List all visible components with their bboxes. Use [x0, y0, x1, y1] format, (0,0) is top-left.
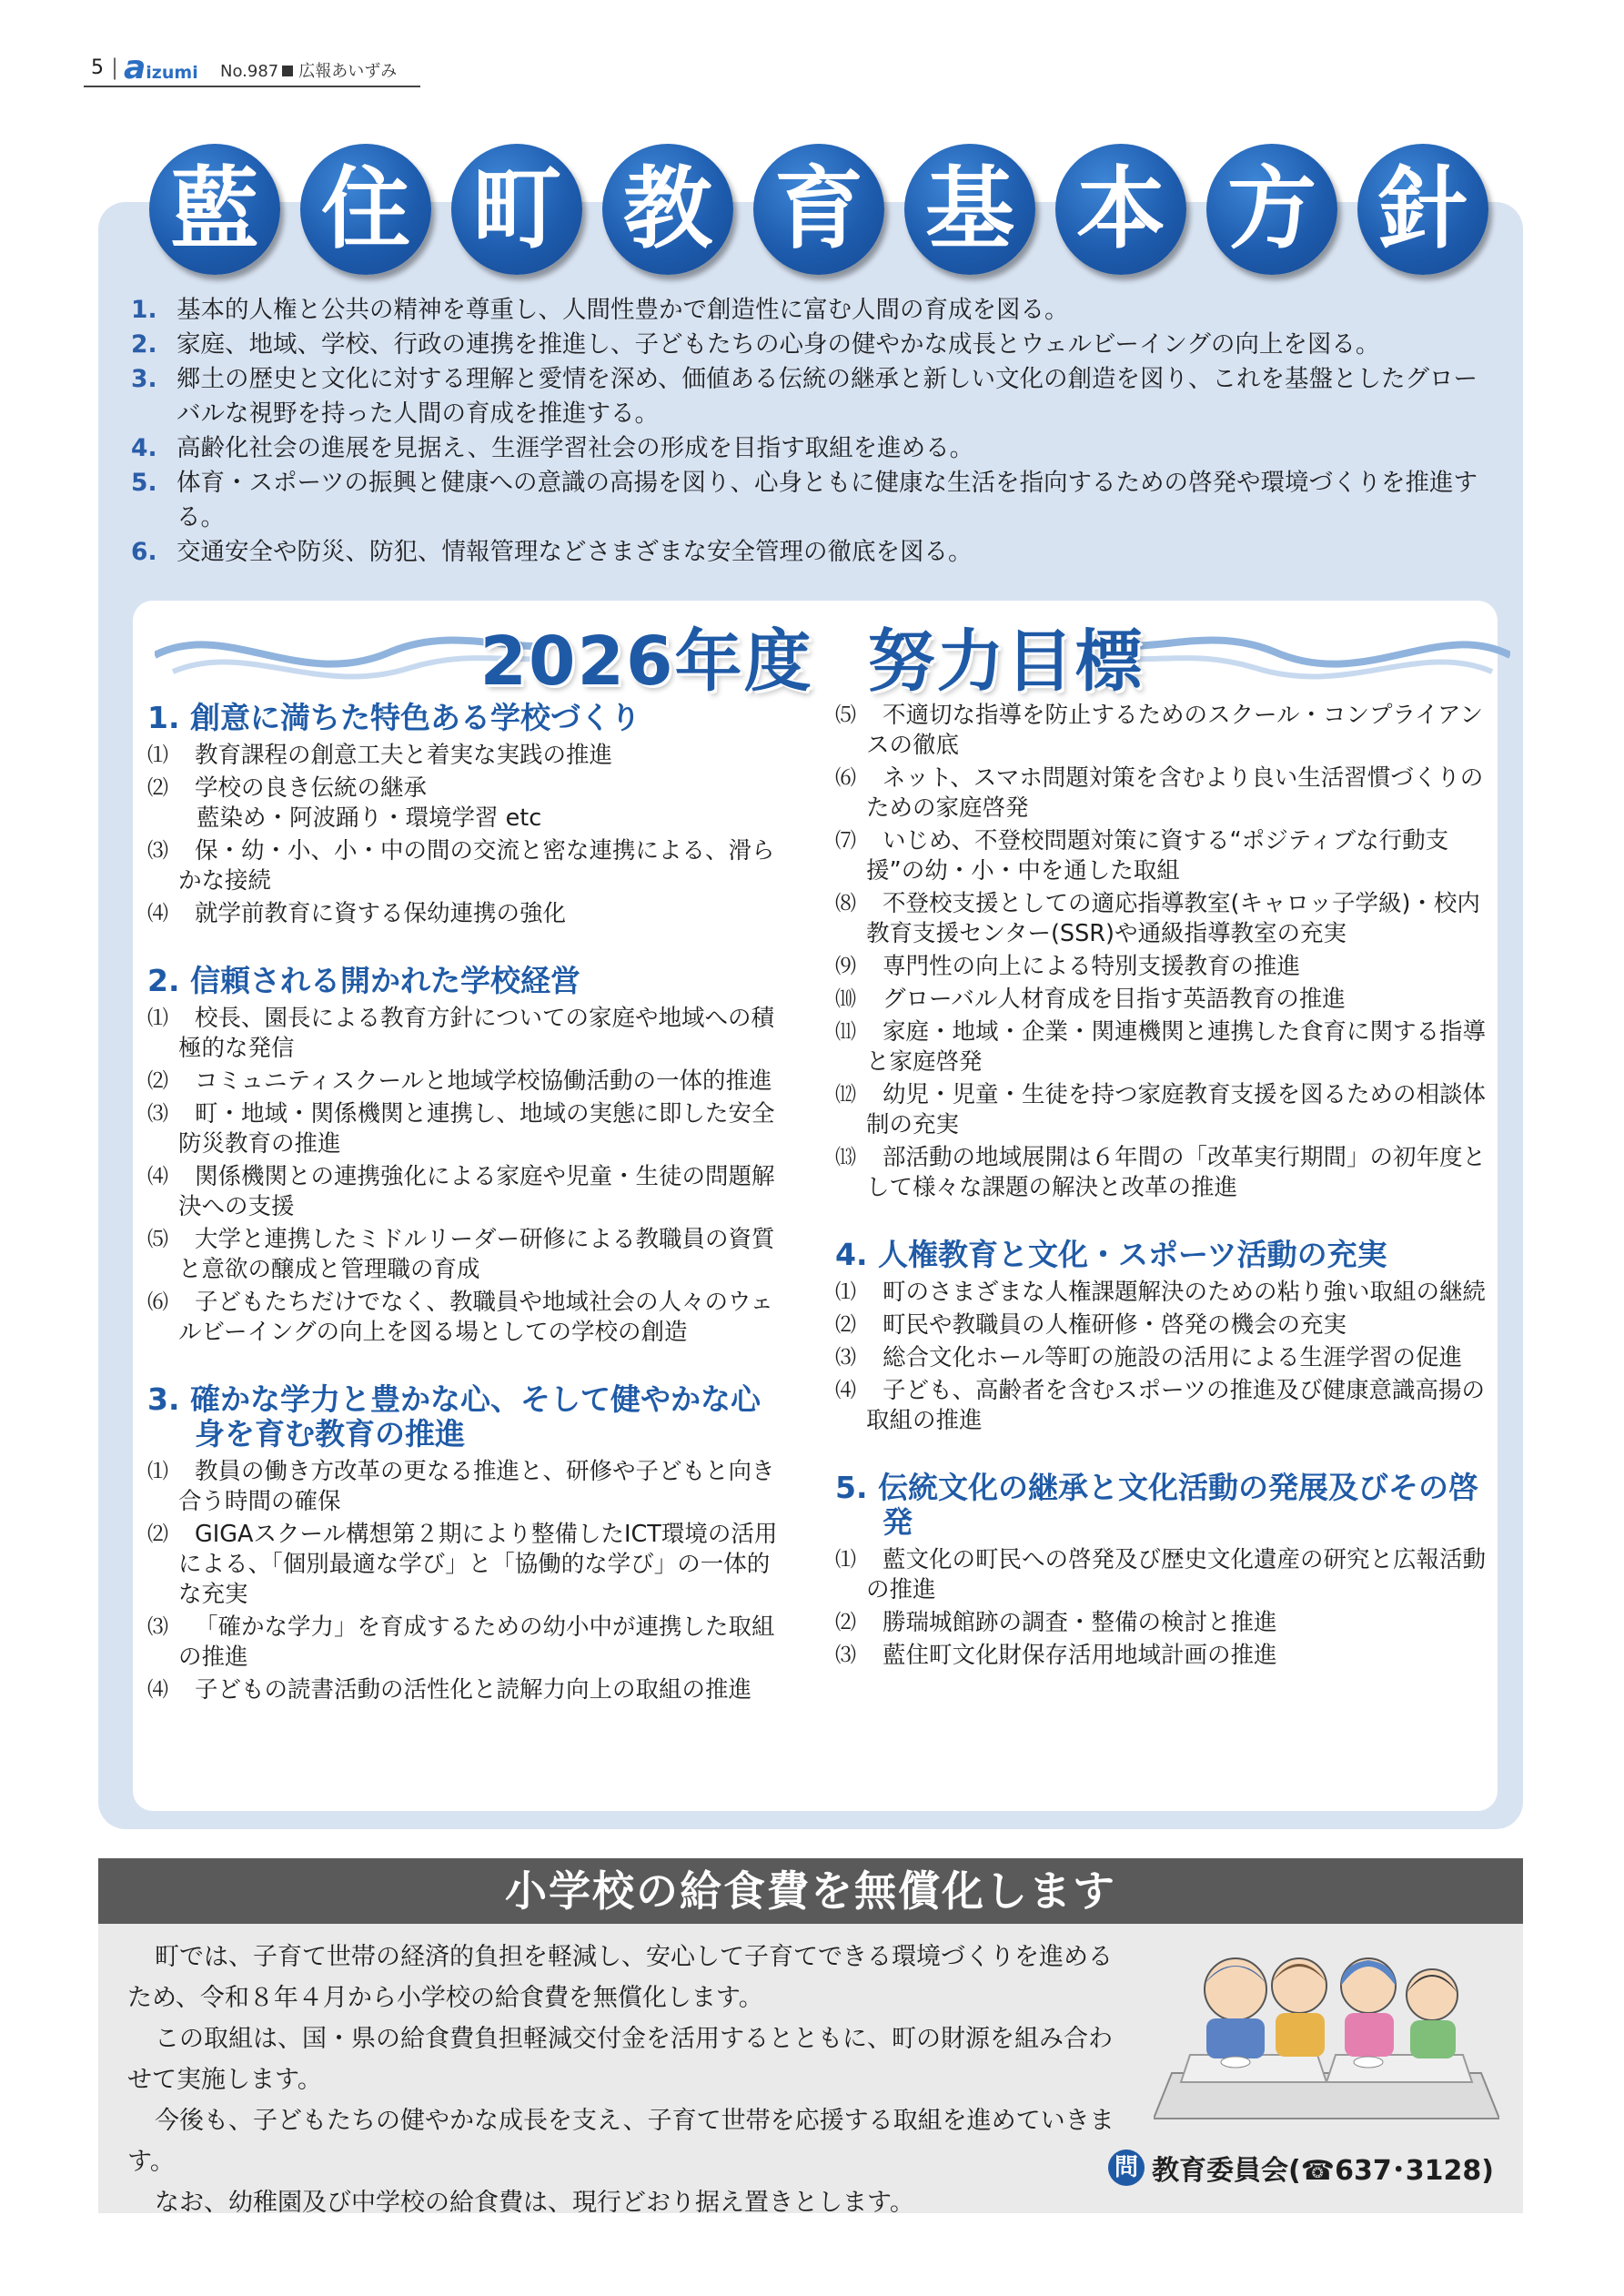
goal-item: ⑶ 「確かな学力」を育成するための幼小中が連携した取組の推進 — [147, 1613, 775, 1671]
policy-item: 6. 交通安全や防災、防犯、情報管理などさまざまな安全管理の徹底を図る。 — [131, 538, 973, 566]
section-heading: 2. 信頼される開かれた学校経営 — [147, 963, 580, 998]
goal-item: ⑺ いじめ、不登校問題対策に資する“ポジティブな行動支援”の幼・小・中を通した取組 — [835, 827, 1449, 885]
goal-section-3 — [147, 1382, 784, 1705]
goal-item: ⑹ 子どもたちだけでなく、教職員や地域社会の人々のウェルビーイングの向上を図る場としての学校の創造 — [147, 1289, 773, 1346]
policy-list — [131, 293, 1496, 570]
section-heading: 3. 確かな学力と豊かな心、そして健やかな心身を育む教育の推進 — [147, 1381, 761, 1451]
children-eating-illustration — [1154, 1946, 1499, 2128]
title-char: 方 — [1206, 144, 1337, 275]
goal-item: ⑴ 校長、園長による教育方針についての家庭や地域への積極的な発信 — [147, 1005, 774, 1062]
goals-right-column — [835, 701, 1490, 1705]
header-separator: | — [111, 55, 119, 80]
inquiry-mark-icon: 問 — [1108, 2149, 1145, 2186]
goal-item: ⑴ 教育課程の創意工夫と着実な実践の推進 — [147, 742, 613, 769]
title-char: 教 — [602, 144, 733, 275]
goal-section-4 — [835, 1238, 1490, 1436]
goal-item: ⑵ 勝瑞城館跡の調査・整備の検討と推進 — [835, 1609, 1277, 1636]
goal-item: ⑶ 保・幼・小、小・中の間の交流と密な連携による、滑らかな接続 — [147, 837, 775, 895]
aizumi-logo: aizumi — [124, 49, 198, 86]
title-char: 住 — [300, 144, 431, 275]
goal-item: ⑾ 家庭・地域・企業・関連機関と連携した食育に関する指導と家庭啓発 — [835, 1018, 1487, 1076]
goal-item: ⑴ 藍文化の町民への啓発及び歴史文化遺産の研究と広報活動の推進 — [835, 1546, 1487, 1603]
section-heading: 4. 人権教育と文化・スポーツ活動の充実 — [835, 1237, 1387, 1272]
policy-item: 3. 郷土の歴史と文化に対する理解と愛情を深め、価値ある伝統の継承と新しい文化の創造を図り、これを基盤としたグローバルな視野を持った人間の育成を推進する。 — [131, 365, 1478, 428]
lunch-paragraph: 今後も、子どもたちの健やかな成長を支え、子育て世帯を応援する取組を進めていきます。 — [127, 2107, 1115, 2176]
goal-item: ⒀ 部活動の地域展開は６年間の「改革実行期間」の初年度として様々な課題の解決と改革の推進 — [835, 1144, 1487, 1201]
lunch-paragraph: この取組は、国・県の給食費負担軽減交付金を活用するとともに、町の財源を組み合わせて実施します。 — [127, 2025, 1113, 2094]
contact-text: 教育委員会(☎637･3128) — [1152, 2155, 1494, 2187]
goal-item: ⑶ 藍住町文化財保存活用地域計画の推進 — [835, 1642, 1277, 1669]
page-header — [84, 49, 420, 87]
issue-info: No.987 広報あいずみ — [220, 62, 398, 81]
goal-section-1 — [147, 701, 784, 929]
goal-item: ⑻ 不登校支援としての適応指導教室(キャロッ子学級)・校内教育支援センター(SSR)や通級指導教室の充実 — [835, 890, 1480, 947]
goal-item: ⑷ 子ども、高齢者を含むスポーツの推進及び健康意識高揚の取組の推進 — [835, 1377, 1485, 1434]
goal-item: ⑸ 不適切な指導を防止するためのスクール・コンプライアンスの徹底 — [835, 702, 1483, 759]
square-bullet-icon — [282, 66, 293, 76]
goal-item: ⑿ 幼児・児童・生徒を持つ家庭教育支援を図るための相談体制の充実 — [835, 1081, 1487, 1138]
title-char: 町 — [451, 144, 582, 275]
goal-item: ⑽ グローバル人材育成を目指す英語教育の推進 — [835, 986, 1346, 1013]
goal-item: ⑷ 関係機関との連携強化による家庭や児童・生徒の問題解決への支援 — [147, 1163, 775, 1220]
goal-item: ⑷ 子どもの読書活動の活性化と読解力向上の取組の推進 — [147, 1676, 752, 1704]
goal-section-3-continued — [835, 701, 1490, 1203]
goal-item: ⑶ 総合文化ホール等町の施設の活用による生涯学習の促進 — [835, 1344, 1462, 1371]
goal-item: ⑴ 町のさまざまな人権課題解決のための粘り強い取組の継続 — [835, 1279, 1487, 1306]
page-number: 5 — [91, 56, 104, 79]
goal-item: ⑷ 就学前教育に資する保幼連携の強化 — [147, 900, 567, 927]
goal-item: ⑶ 町・地域・関係機関と連携し、地域の実態に即した安全防災教育の推進 — [147, 1100, 775, 1158]
lunch-body — [127, 1937, 1128, 2223]
title-char: 本 — [1055, 144, 1186, 275]
goal-item: ⑴ 教員の働き方改革の更なる推進と、研修や子どもと向き合う時間の確保 — [147, 1458, 775, 1515]
title-char: 基 — [904, 144, 1035, 275]
contact-info — [1108, 2148, 1494, 2191]
goal-item: ⑸ 大学と連携したミドルリーダー研修による教職員の資質と意欲の醸成と管理職の育成 — [147, 1226, 775, 1283]
goals-title: 2026年度 努力目標 — [479, 622, 1145, 701]
title-char: 育 — [753, 144, 884, 275]
policy-item: 4. 高齢化社会の進展を見据え、生涯学習社会の形成を目指す取組を進める。 — [131, 434, 974, 462]
goal-item: ⑼ 専門性の向上による特別支援教育の推進 — [835, 953, 1301, 980]
policy-title — [149, 144, 1496, 280]
goal-item: ⑵ GIGAスクール構想第２期により整備したICT環境の活用による、「個別最適な学び」と「協働的な学び」の一体的な充実 — [147, 1521, 778, 1608]
lunch-paragraph: 町では、子育て世帯の経済的負担を軽減し、安心して子育てできる環境づくりを進めるため、令和８年４月から小学校の給食費を無償化します。 — [127, 1943, 1113, 2012]
policy-item: 5. 体育・スポーツの振興と健康への意識の高揚を図り、心身ともに健康な生活を指向するための啓発や環境づくりを推進する。 — [131, 469, 1478, 531]
goal-item: ⑵ 学校の良き伝統の継承 藍染め・阿波踊り・環境学習 etc — [147, 774, 542, 832]
title-char: 藍 — [149, 144, 280, 275]
lunch-paragraph: なお、幼稚園及び中学校の給食費は、現行どおり据え置きとします。 — [155, 2189, 914, 2217]
goal-item: ⑹ ネット、スマホ問題対策を含むより良い生活習慣づくりのための家庭啓発 — [835, 764, 1484, 822]
title-char: 針 — [1357, 144, 1488, 275]
goal-section-2 — [147, 964, 784, 1348]
goal-item: ⑵ 町民や教職員の人権研修・啓発の機会の充実 — [835, 1311, 1347, 1339]
policy-item: 1. 基本的人権と公共の精神を尊重し、人間性豊かで創造性に富む人間の育成を図る。 — [131, 296, 1069, 324]
goal-item: ⑵ コミュニティスクールと地域学校協働活動の一体的推進 — [147, 1067, 772, 1095]
lunch-title: 小学校の給食費を無償化します — [505, 1866, 1116, 1916]
goals-left-column — [147, 701, 784, 1740]
section-heading: 1. 創意に満ちた特色ある学校づくり — [147, 700, 641, 735]
policy-item: 2. 家庭、地域、学校、行政の連携を推進し、子どもたちの心身の健やかな成長とウェルビーイングの向上を図る。 — [131, 330, 1380, 359]
section-heading: 5. 伝統文化の継承と文化活動の発展及びその啓発 — [835, 1470, 1478, 1540]
goal-section-5 — [835, 1471, 1490, 1671]
